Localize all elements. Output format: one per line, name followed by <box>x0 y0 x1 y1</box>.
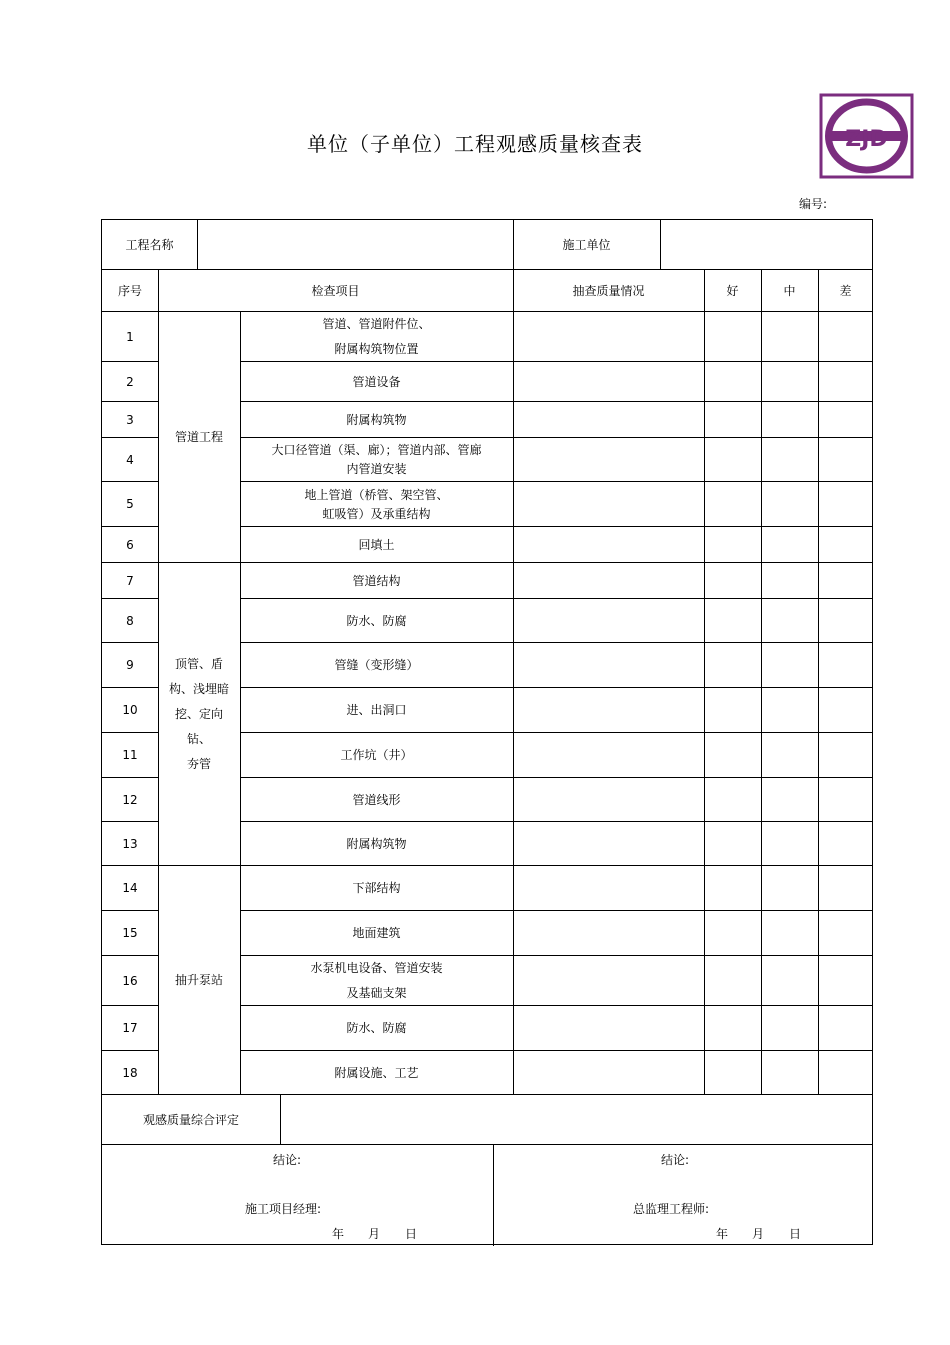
row-seq: 9 <box>126 658 134 672</box>
poor-cell[interactable] <box>818 1051 873 1095</box>
row-seq: 13 <box>122 836 138 851</box>
row-item-line: 内管道安装 <box>346 462 407 476</box>
quality-cell[interactable] <box>513 643 704 688</box>
project-name-label: 工程名称 <box>125 237 174 252</box>
row-seq: 14 <box>122 881 138 895</box>
row-item: 进、出洞口 <box>346 703 407 717</box>
project-name-field[interactable] <box>197 220 513 270</box>
good-cell[interactable] <box>704 643 761 688</box>
quality-cell[interactable] <box>513 688 704 733</box>
poor-cell[interactable] <box>818 911 873 956</box>
poor-cell[interactable] <box>818 733 873 778</box>
right-year: 年 <box>716 1227 729 1241</box>
group-pipeline: 管道工程 <box>174 430 223 444</box>
group-tunneling-line: 构、浅埋暗 <box>168 682 229 696</box>
poor-cell[interactable] <box>818 688 873 733</box>
col-medium: 中 <box>783 283 796 298</box>
quality-cell[interactable] <box>513 362 704 402</box>
left-month: 月 <box>368 1227 381 1241</box>
code-label: 编号: <box>799 197 828 211</box>
quality-cell[interactable] <box>513 563 704 599</box>
row-item <box>240 482 513 527</box>
poor-cell[interactable] <box>818 312 873 362</box>
medium-cell[interactable] <box>761 733 818 778</box>
row-seq: 12 <box>122 792 138 807</box>
grid-line <box>158 270 159 1095</box>
poor-cell[interactable] <box>818 956 873 1006</box>
quality-cell[interactable] <box>513 482 704 527</box>
row-item: 管缝（变形缝） <box>334 658 419 672</box>
quality-cell[interactable] <box>513 866 704 911</box>
quality-cell[interactable] <box>513 312 704 362</box>
row-seq: 10 <box>122 703 138 717</box>
left-conclusion: 结论: <box>273 1153 302 1167</box>
row-seq: 8 <box>126 613 134 628</box>
medium-cell[interactable] <box>761 688 818 733</box>
row-item: 管道设备 <box>352 374 401 389</box>
medium-cell[interactable] <box>761 956 818 1006</box>
poor-cell[interactable] <box>818 1006 873 1051</box>
row-seq: 5 <box>126 497 134 511</box>
good-cell[interactable] <box>704 866 761 911</box>
row-item: 管道结构 <box>352 573 401 588</box>
col-good: 好 <box>726 283 739 298</box>
good-cell[interactable] <box>704 438 761 482</box>
col-seq: 序号 <box>117 283 142 298</box>
left-day: 日 <box>405 1227 418 1241</box>
row-item-line: 管道、管道附件位、 <box>322 317 431 331</box>
good-cell[interactable] <box>704 312 761 362</box>
grid-line <box>493 1145 494 1246</box>
good-cell[interactable] <box>704 956 761 1006</box>
overall-label: 观感质量综合评定 <box>142 1112 239 1127</box>
good-cell[interactable] <box>704 778 761 822</box>
medium-cell[interactable] <box>761 563 818 599</box>
left-year: 年 <box>332 1227 345 1241</box>
grid-line <box>280 1095 281 1145</box>
poor-cell[interactable] <box>818 362 873 402</box>
poor-cell[interactable] <box>818 527 873 563</box>
good-cell[interactable] <box>704 599 761 643</box>
col-quality: 抽查质量情况 <box>572 283 645 298</box>
row-item-line: 地上管道（桥管、架空管、 <box>304 487 449 502</box>
row-item: 管道线形 <box>352 792 401 807</box>
good-cell[interactable] <box>704 482 761 527</box>
grid-line <box>197 220 198 270</box>
row-item: 防水、防腐 <box>346 1021 407 1035</box>
poor-cell[interactable] <box>818 402 873 438</box>
medium-cell[interactable] <box>761 778 818 822</box>
grid-line <box>660 220 661 270</box>
row-item: 附属构筑物 <box>346 412 407 427</box>
row-item <box>240 438 513 482</box>
row-item: 地面建筑 <box>352 926 401 940</box>
row-item: 回填土 <box>358 537 395 552</box>
group-tunneling-line: 顶管、盾 <box>174 657 223 671</box>
right-month: 月 <box>752 1227 765 1241</box>
row-item-line: 虹吸管）及承重结构 <box>322 506 431 521</box>
quality-cell[interactable] <box>513 527 704 563</box>
good-cell[interactable] <box>704 688 761 733</box>
grid-line <box>102 269 873 270</box>
row-seq: 7 <box>126 573 134 588</box>
poor-cell[interactable] <box>818 866 873 911</box>
group-tunneling-line: 夯管 <box>186 757 211 771</box>
quality-cell[interactable] <box>513 956 704 1006</box>
quality-cell[interactable] <box>513 1006 704 1051</box>
inspection-form <box>101 219 873 1245</box>
good-cell[interactable] <box>704 563 761 599</box>
good-cell[interactable] <box>704 733 761 778</box>
quality-cell[interactable] <box>513 599 704 643</box>
poor-cell[interactable] <box>818 643 873 688</box>
row-item-line: 大口径管道（渠、廊）；管道内部、管廊 <box>271 443 482 457</box>
row-seq: 16 <box>122 973 138 988</box>
quality-cell[interactable] <box>513 733 704 778</box>
medium-cell[interactable] <box>761 599 818 643</box>
group-tunneling-line: 挖、定向 <box>174 707 223 721</box>
medium-cell[interactable] <box>761 527 818 563</box>
construction-unit-field[interactable] <box>660 220 873 270</box>
good-cell[interactable] <box>704 1051 761 1095</box>
row-seq: 18 <box>122 1065 138 1080</box>
quality-cell[interactable] <box>513 438 704 482</box>
right-conclusion: 结论: <box>661 1153 690 1167</box>
row-seq: 4 <box>126 452 134 467</box>
col-poor: 差 <box>839 283 852 298</box>
quality-cell[interactable] <box>513 778 704 822</box>
group-pump-station: 抽升泵站 <box>174 973 223 987</box>
row-item-line: 水泵机电设备、管道安装 <box>310 961 443 975</box>
grid-line <box>102 1144 873 1145</box>
left-role: 施工项目经理: <box>245 1202 322 1216</box>
good-cell[interactable] <box>704 1006 761 1051</box>
col-item: 检查项目 <box>311 283 360 298</box>
medium-cell[interactable] <box>761 822 818 866</box>
medium-cell[interactable] <box>761 1006 818 1051</box>
poor-cell[interactable] <box>818 599 873 643</box>
medium-cell[interactable] <box>761 911 818 956</box>
right-day: 日 <box>789 1227 802 1241</box>
medium-cell[interactable] <box>761 482 818 527</box>
medium-cell[interactable] <box>761 1051 818 1095</box>
row-seq: 3 <box>126 412 134 427</box>
quality-cell[interactable] <box>513 402 704 438</box>
quality-cell[interactable] <box>513 822 704 866</box>
row-seq: 6 <box>126 537 134 552</box>
overall-field[interactable] <box>280 1095 873 1145</box>
logo-text: ZJD <box>845 127 888 152</box>
row-item: 附属设施、工艺 <box>334 1065 419 1080</box>
row-item: 工作坑（井） <box>340 748 413 762</box>
row-item <box>240 312 513 362</box>
good-cell[interactable] <box>704 362 761 402</box>
group-tunneling <box>158 563 240 866</box>
row-item: 附属构筑物 <box>346 836 407 851</box>
medium-cell[interactable] <box>761 312 818 362</box>
row-seq: 17 <box>122 1021 138 1035</box>
row-seq: 1 <box>126 329 134 344</box>
row-item: 下部结构 <box>352 881 401 895</box>
row-item: 防水、防腐 <box>346 613 407 628</box>
construction-unit-label: 施工单位 <box>562 237 611 252</box>
medium-cell[interactable] <box>761 438 818 482</box>
poor-cell[interactable] <box>818 438 873 482</box>
row-seq: 15 <box>122 926 138 940</box>
poor-cell[interactable] <box>818 482 873 527</box>
poor-cell[interactable] <box>818 822 873 866</box>
row-seq: 11 <box>122 748 138 762</box>
medium-cell[interactable] <box>761 402 818 438</box>
row-seq: 2 <box>126 374 134 389</box>
poor-cell[interactable] <box>818 778 873 822</box>
good-cell[interactable] <box>704 822 761 866</box>
row-item-line: 附属构筑物位置 <box>334 342 419 356</box>
good-cell[interactable] <box>704 911 761 956</box>
medium-cell[interactable] <box>761 643 818 688</box>
group-tunneling-line: 钻、 <box>186 732 211 746</box>
quality-cell[interactable] <box>513 1051 704 1095</box>
page-title: 单位（子单位）工程观感质量核查表 <box>307 132 643 156</box>
medium-cell[interactable] <box>761 866 818 911</box>
company-logo <box>819 93 914 179</box>
good-cell[interactable] <box>704 402 761 438</box>
good-cell[interactable] <box>704 527 761 563</box>
medium-cell[interactable] <box>761 362 818 402</box>
row-item <box>240 956 513 1006</box>
quality-cell[interactable] <box>513 911 704 956</box>
poor-cell[interactable] <box>818 563 873 599</box>
right-role: 总监理工程师: <box>633 1202 710 1216</box>
row-item-line: 及基础支架 <box>346 986 407 1000</box>
